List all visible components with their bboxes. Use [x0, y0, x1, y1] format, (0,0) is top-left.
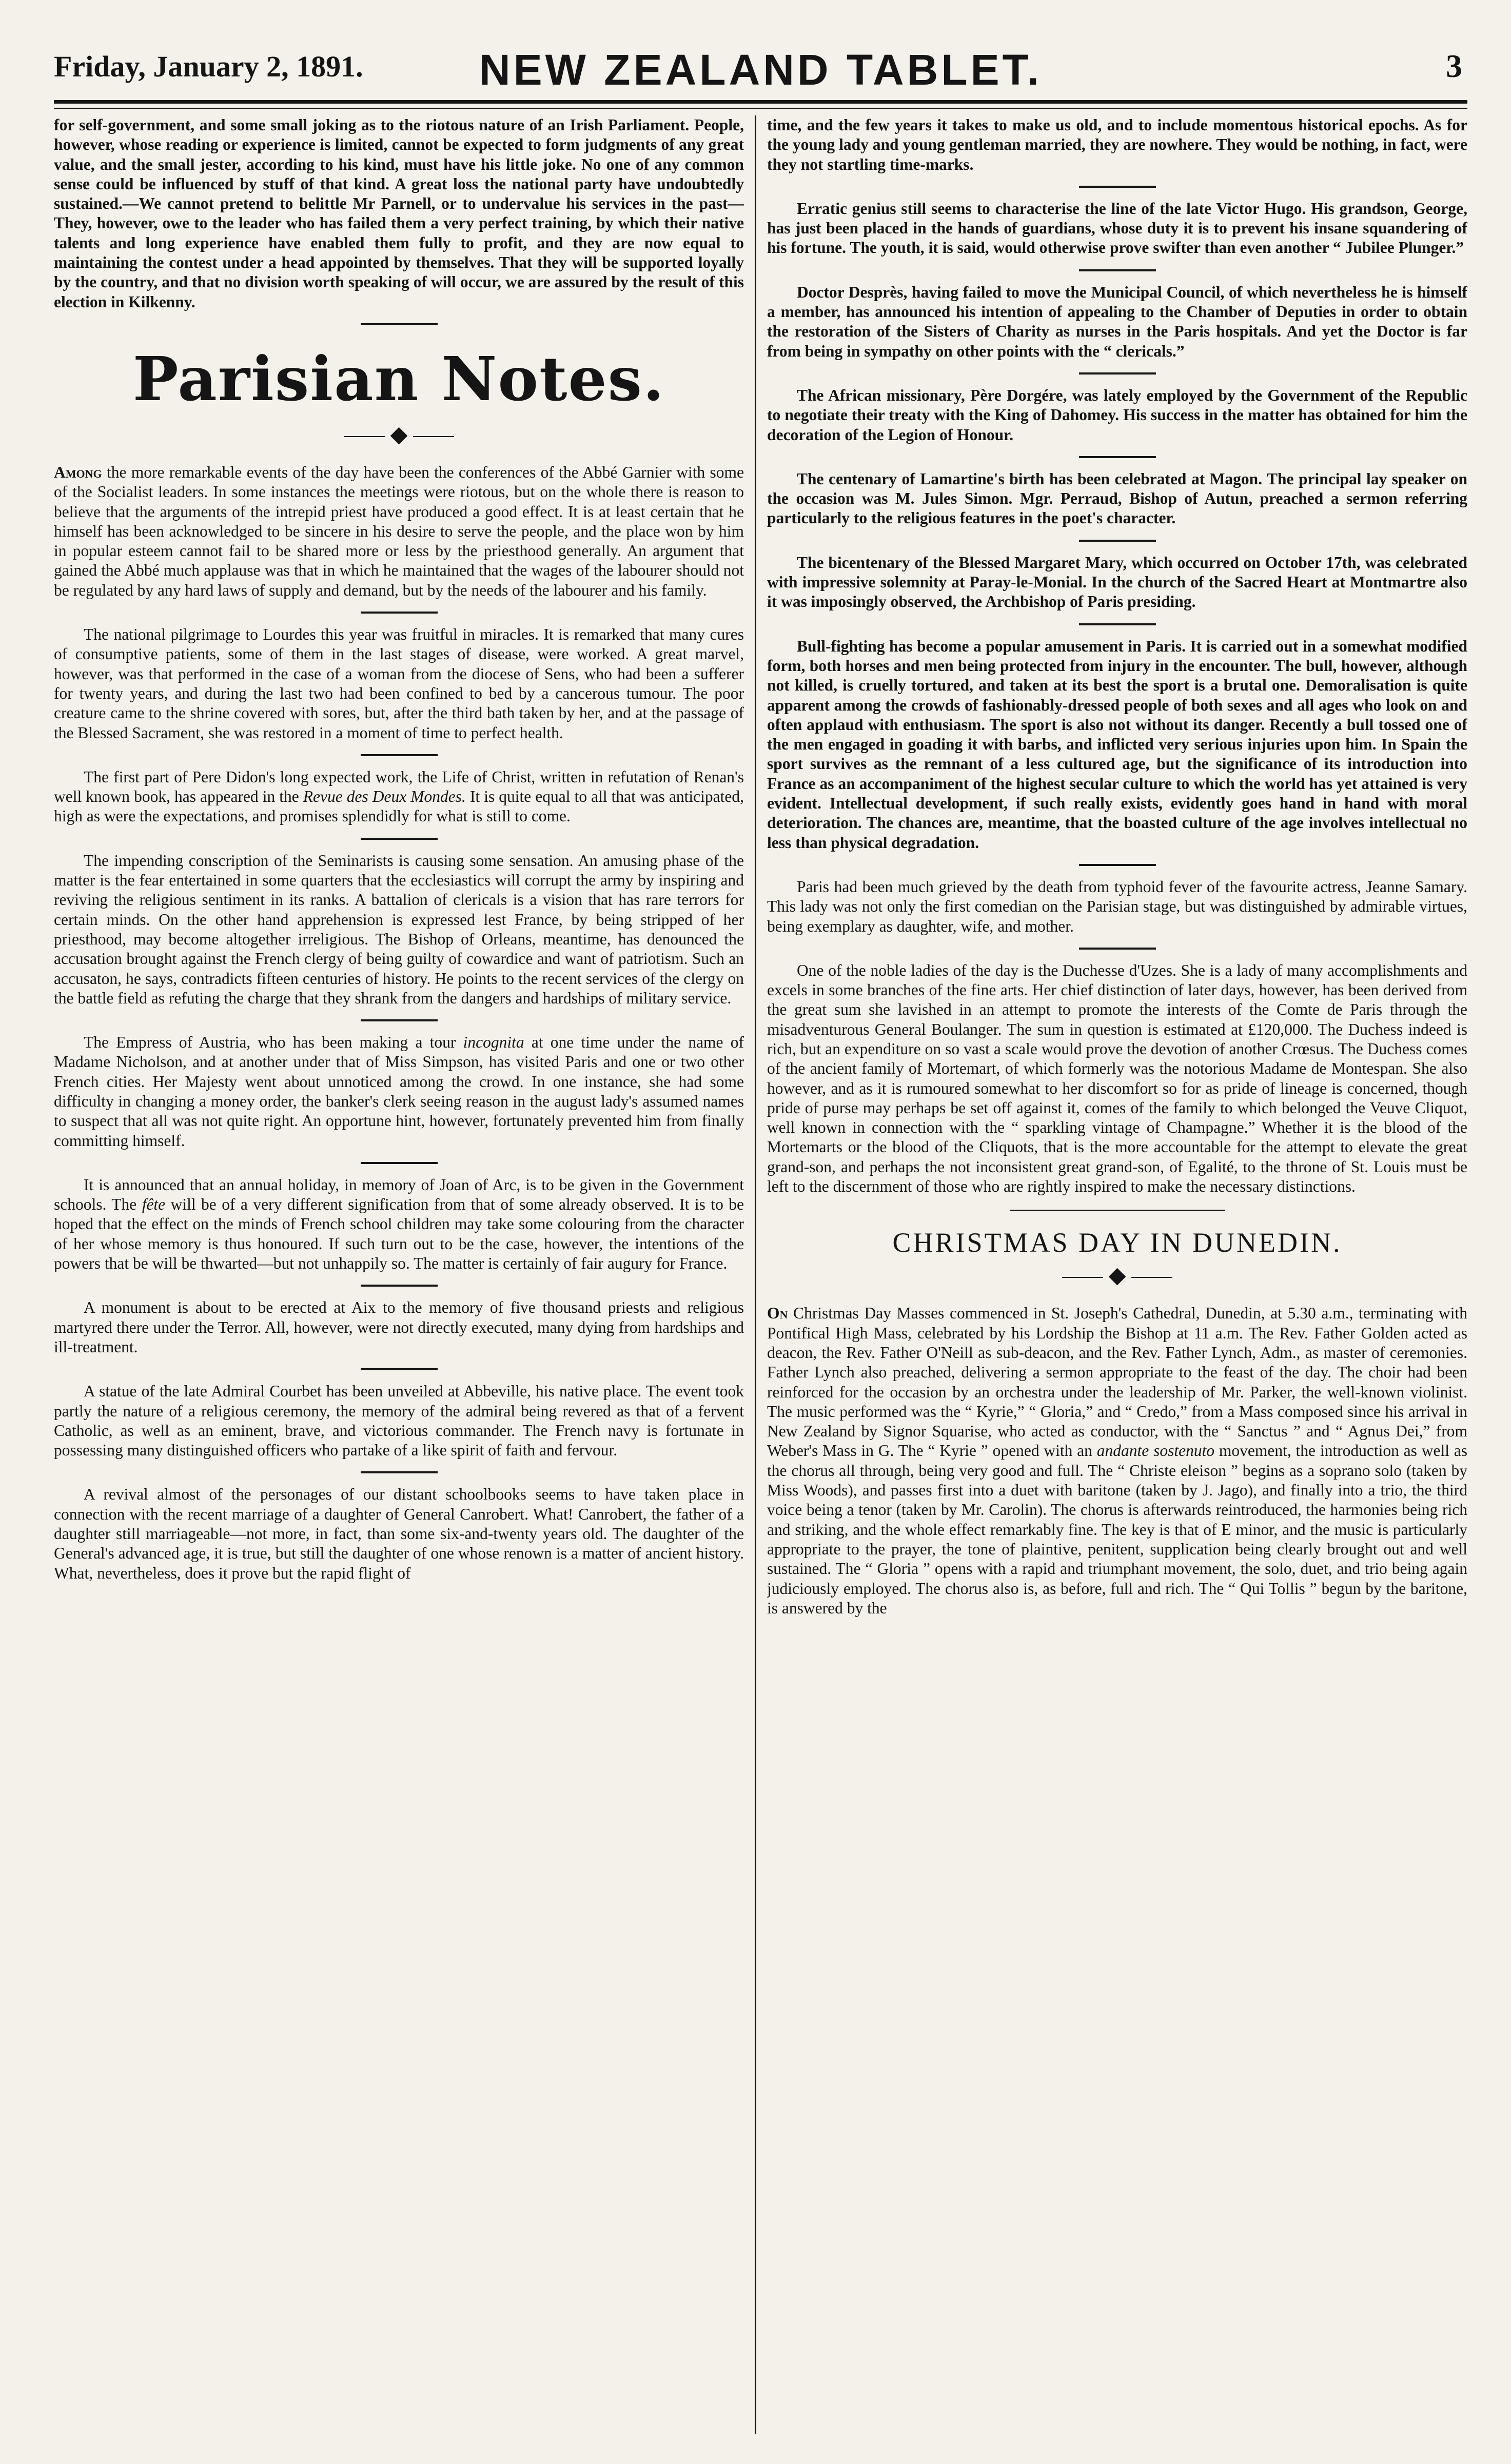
paragraph-text: at one time under the name of Madame Nicholson, and at another under that of Miss Simpson, has visited Paris and one or two other French cities. Her Majesty went about unnoticed among the crowd. In one instance, she had some difficulty in changing a money order, the banker's clerk seeing reason in the august lady's assumed names to suspect that all was not quite right. An opportune hint, however, fortunately prevented him from finally committing himself.: [54, 1033, 744, 1150]
paragraph-divider: [361, 838, 438, 840]
ornament-divider: [767, 1263, 1467, 1288]
section-title-parisian-notes: Parisian Notes.: [132, 343, 665, 415]
italic-word: fête: [142, 1195, 166, 1214]
ornament-line-right: [413, 436, 454, 437]
paragraph-victor-hugo: Erratic genius still seems to characterise the line of the late Victor Hugo. His grandson, George, has just been placed in the hands of guardians, whose duty it is to prevent his insane squandering of his fortune. The youth, it is said, would otherwise prove swifter than even another “ Jubilee Plunger.”: [767, 199, 1467, 257]
ornament-divider: [54, 422, 744, 447]
section-divider: [361, 323, 438, 325]
paragraph-time-marks: time, and the few years it takes to make us old, and to include momentous historical epochs. As for the young lady and young gentleman married, they are nowhere. They would be nothing, in fact, were they not startling time-marks.: [767, 116, 1467, 173]
paragraph-divider: [1079, 864, 1156, 866]
paragraph-divider: [1079, 269, 1156, 271]
paragraph-pere-dorgere: The African missionary, Père Dorgére, was lately employed by the Government of the Republic to negotiate their treaty with the King of Dahomey. His success in the matter has obtained for him the decoration of the Legion of Honour.: [767, 386, 1467, 444]
paragraph-divider: [1079, 456, 1156, 458]
ornament-line-left: [1062, 1277, 1103, 1278]
paragraph-divider: [1079, 948, 1156, 950]
paragraph-divider: [1079, 186, 1156, 188]
ornament-line-right: [1131, 1277, 1172, 1278]
paragraph-divider: [361, 754, 438, 756]
right-column: [767, 115, 1467, 2439]
paragraph-text: the more remarkable events of the day have been the conferences of the Abbé Garnier with some of the Socialist leaders. In some instances the meetings were riotous, but on the whole there is reason to believe that the arguments of the intrepid priest have produced a good effect. It is at least certain that he himself has been acknowledged to be sincere in his desire to serve the people, and the place won by him in popular esteem cannot fail to be shared more or less by the priesthood generally. An argument that gained the Abbé much applause was that in which he maintained that the wages of the labourer should not be regulated by any hard laws of supply and demand, but by the needs of the labourer and his family.: [54, 463, 744, 599]
paragraph-divider: [361, 1162, 438, 1164]
paragraph-text: It is announced that an annual holiday, in memory of Joan of Arc, is to be given in the Government schools. The: [54, 1175, 744, 1214]
article-paragraph-kilkenny: for self-government, and some small joking as to the riotous nature of an Irish Parliament. People, however, whose reading or experience is limited, cannot be expected to form judgments of any great value, and the small jester, according to his kind, must have his little joke. No one of any common sense could be influenced by stuff of that kind. A great loss the national party have undoubtedly sustained.—We cannot pretend to belittle Mr Parnell, or to undervalue his services in the past—They, however, owe to the leader who has failed them a very perfect training, by which their native talents and long experience have enabled them fully to profit, and they are now equal to maintaining the contest under a head appointed by themselves. That they will be supported loyally by the country, and that no division worth speaking of will occur, we are assured by the result of this election in Kilkenny.: [54, 116, 744, 311]
paragraph-divider: [1079, 623, 1156, 625]
lead-word: Among: [54, 463, 102, 481]
paragraph-abbe-garnier: [54, 463, 744, 600]
paragraph-text: It is quite equal to all that was anticipated, high as were the expectations, and promises splendidly for what is still to come.: [54, 787, 744, 825]
italic-word: incognita: [463, 1033, 524, 1052]
newspaper-title: NEW ZEALAND TABLET.: [479, 46, 1043, 94]
paragraph-joan-of-arc: [54, 1175, 744, 1273]
paragraph-divider: [361, 1471, 438, 1473]
masthead-rule-thin: [54, 108, 1467, 109]
paragraph-duchesse-duzes: One of the noble ladies of the day is the Duchesse d'Uzes. She is a lady of many accomplishments and excels in some branches of the fine arts. Her chief distinction of later days, however, has been derived from the great sum she lavished in an attempt to promote the interests of the Comte de Paris through the misadventurous General Boulanger. The sum in question is estimated at £120,000. The Duchess indeed is rich, but an expenditure on so vast a scale would prove the devotion of another Crœsus. The Duchess comes of the ancient family of Mortemart, of which formerly was the notorious Madame de Montespan. She also however, and as it is rumoured somewhat to her discomfort so for as pride of lineage is concerned, though pride of purse may perhaps be set off against it, comes of the family to which belonged the Veuve Cliquot, well known in connection with the “ sparkling vintage of Champagne.” Whether it is the blood of the Mortemarts or the blood of the Cliquots, that is the more accountable for the attempt to elevate the great grand-son, and perhaps the not inconsistent great grand-son, of Egalité, to the throne of St. Louis must be left to the discernment of those who are rightly inspired to make the necessary distinctions.: [767, 961, 1467, 1196]
column-divider: [755, 115, 756, 2434]
paragraph-divider: [361, 1285, 438, 1287]
issue-date: Friday, January 2, 1891.: [54, 50, 363, 83]
paragraph-divider: [361, 612, 438, 614]
section-divider: [1010, 1210, 1225, 1211]
paragraph-divider: [1079, 540, 1156, 542]
paragraph-conscription: The impending conscription of the Seminarists is causing some sensation. An amusing phase of the matter is the fear entertained in some quarters that the ecclesiastics will corrupt the army by inspiring and reviving the religious sentiment in its ranks. A battalion of clericals is a vision that has rare terrors for certain minds. On the other hand apprehension is expressed lest France, by being stripped of her priesthood, may become altogether irreligious. The Bishop of Orleans, meantime, has denounced the accusation brought against the French clergy of being guilty of cowardice and want of patriotism. Such an accusaton, he says, contradicts fifteen centuries of history. He points to the recent services of the clergy on the battle field as refuting the charge that they shrank from the dangers and hardships of military service.: [54, 851, 744, 1007]
paragraph-canrobert: A revival almost of the personages of our distant schoolbooks seems to have taken place in connection with the recent marriage of a daughter of General Canrobert. What! Canrobert, the father of a daughter still marriageable—not more, in fact, than some six-and-twenty years old. The daughter of the General's advanced age, it is true, but still the daughter of one whose renown is a matter of ancient history. What, nevertheless, does it prove but the rapid flight of: [54, 1485, 744, 1582]
paragraph-divider: [361, 1019, 438, 1021]
paragraph-text: The first part of Pere Didon's long expected work, the Life of Christ, written in refutation of Renan's well known book, has appeared in the: [54, 767, 744, 806]
paragraph-text: movement, the introduction as well as the chorus all through, being very good and full. The “ Christe eleison ” begins as a soprano solo (taken by Miss Woods), and passes first into a duet with baritone (taken by J. Jago), and finally into a trio, the third voice being a tenor (taken by Mr. Carolin). The chorus is afterwards reintroduced, the harmonies being rich and striking, and the whole effect remarkably fine. The key is that of E minor, and the music is particularly appropriate to the prayer, the tone of plaintive, penitent, supplication being clearly brought out and well sustained. The “ Gloria ” opens with a rapid and triumphant movement, the solo, duet, and trio being again judiciously employed. The chorus also is, as before, full and rich. The “ Qui Tollis ” begun by the baritone, is answered by the: [767, 1442, 1467, 1617]
paragraph-pere-didon: [54, 767, 744, 826]
paragraph-text: Christmas Day Masses commenced in St. Joseph's Cathedral, Dunedin, at 5.30 a.m., terminating with Pontifical High Mass, celebrated by his Lordship the Bishop at 11 a.m. The Rev. Father Golden acted as deacon, the Rev. Father O'Neill as sub-deacon, and the Rev. Father Lynch, Adm., as master of ceremonies. Father Lynch also preached, delivering a sermon appropriate to the feast of the day. The choir had been reinforced for the occasion by an orchestra under the leadership of Mr. Parker, the well-known violinist. The music performed was the “ Kyrie,” “ Gloria,” and “ Credo,” from a Mass composed since his arrival in New Zealand by Signor Squarise, who acted as conductor, with the “ Sanctus ” and “ Agnus Dei,” from Weber's Mass in G. The “ Kyrie ” opened with an: [767, 1304, 1467, 1460]
page-number: 3: [1446, 48, 1462, 84]
masthead-rule-thick: [54, 100, 1467, 104]
paragraph-admiral-courbet: A statue of the late Admiral Courbet has been unveiled at Abbeville, his native place. The event took partly the nature of a religious ceremony, the memory of the admiral being revered as that of a fervent Catholic, as well as an eminent, brave, and victorious commander. The French navy is fortunate in possessing many distinguished officers who partake of a like spirit of faith and fervour.: [54, 1382, 744, 1460]
masthead: [54, 45, 1467, 96]
paragraph-doctor-despres: Doctor Desprès, having failed to move the Municipal Council, of which nevertheless he is himself a member, has announced his intention of appealing to the Chamber of Deputies in order to obtain the restoration of the Sisters of Charity as nurses in the Paris hospitals. And yet the Doctor is far from being in sympathy on other points with the “ clericals.”: [767, 283, 1467, 360]
paragraph-margaret-mary: The bicentenary of the Blessed Margaret Mary, which occurred on October 17th, was celebrated with impressive solemnity at Paray-le-Monial. In the church of the Sacred Heart at Montmartre also it was imposingly observed, the Archbishop of Paris presiding.: [767, 553, 1467, 611]
left-column: [54, 115, 744, 2439]
lead-word: On: [767, 1304, 788, 1323]
headline-christmas-day: CHRISTMAS DAY IN DUNEDIN.: [892, 1227, 1342, 1258]
diamond-ornament-icon: ◆: [1108, 1263, 1126, 1288]
paragraph-text: will be of a very different signification from that of some already observed. It is to be hoped that the effect on the minds of French school children may take some colouring from the character of her whose memory is thus honoured. If such turn out to be the case, however, the intentions of the powers that be will be thwarted—but not unhappily so. The matter is certainly of fair augury for France.: [54, 1195, 744, 1273]
paragraph-text: The Empress of Austria, who has been making a tour: [84, 1033, 463, 1052]
paragraph-bull-fighting: Bull-fighting has become a popular amusement in Paris. It is carried out in a somewhat modified form, both horses and men being protected from injury in the encounter. The bull, however, although not killed, is cruelly tortured, and taken at its best the sport is a brutal one. Demoralisation is quite apparent among the crowds of fashionably-dressed people of both sexes and all ages who look on and often applaud with enthusiasm. The sport is also not without its danger. Recently a bull tossed one of the men engaged in goading it with barbs, and inflicted very serious injuries upon him. In Spain the sport survives as the remnant of a less cultured age, but the significance of its introduction into France as an accompaniment of the highest secular culture to which the world has yet attained is very evident. Intellectual development, if such really exists, evidently goes hand in hand with moral deterioration. The chances are, meantime, that the boasted culture of the age involves intellectual no less than physical degradation.: [767, 637, 1467, 852]
paragraph-aix-monument: A monument is about to be erected at Aix to the memory of five thousand priests and religious martyred there under the Terror. All, however, were not directly executed, many dying from hardships and ill-treatment.: [54, 1298, 744, 1356]
italic-word: andante sostenuto: [1096, 1442, 1215, 1460]
paragraph-lamartine: The centenary of Lamartine's birth has been celebrated at Magon. The principal lay speaker on the occasion was M. Jules Simon. Mgr. Perraud, Bishop of Autun, preached a sermon referring particularly to the religious features in the poet's character.: [767, 469, 1467, 527]
journal-title: Revue des Deux Mondes.: [303, 787, 466, 806]
paragraph-divider: [1079, 372, 1156, 374]
paragraph-lourdes: The national pilgrimage to Lourdes this year was fruitful in miracles. It is remarked that many cures of consumptive patients, some of them in the last stages of disease, were worked. A great marvel, however, was that performed in the case of a woman from the diocese of Sens, who had been a sufferer for twenty years, and during the last two had been confined to bed by a cancerous tumour. The poor creature came to the shrine covered with sores, but, after the third bath taken by her, and at the passage of the Blessed Sacrament, she was restored in a moment of time to perfect health.: [54, 625, 744, 742]
paragraph-empress-austria: [54, 1033, 744, 1151]
paragraph-jeanne-samary: Paris had been much grieved by the death from typhoid fever of the favourite actress, Jeanne Samary. This lady was not only the first comedian on the Parisian stage, but was distinguished by admirable virtues, being exemplary as daughter, wife, and mother.: [767, 877, 1467, 935]
ornament-line-left: [344, 436, 385, 437]
diamond-ornament-icon: ◆: [390, 421, 408, 447]
paragraph-divider: [361, 1368, 438, 1370]
paragraph-christmas-masses: [767, 1304, 1467, 1618]
